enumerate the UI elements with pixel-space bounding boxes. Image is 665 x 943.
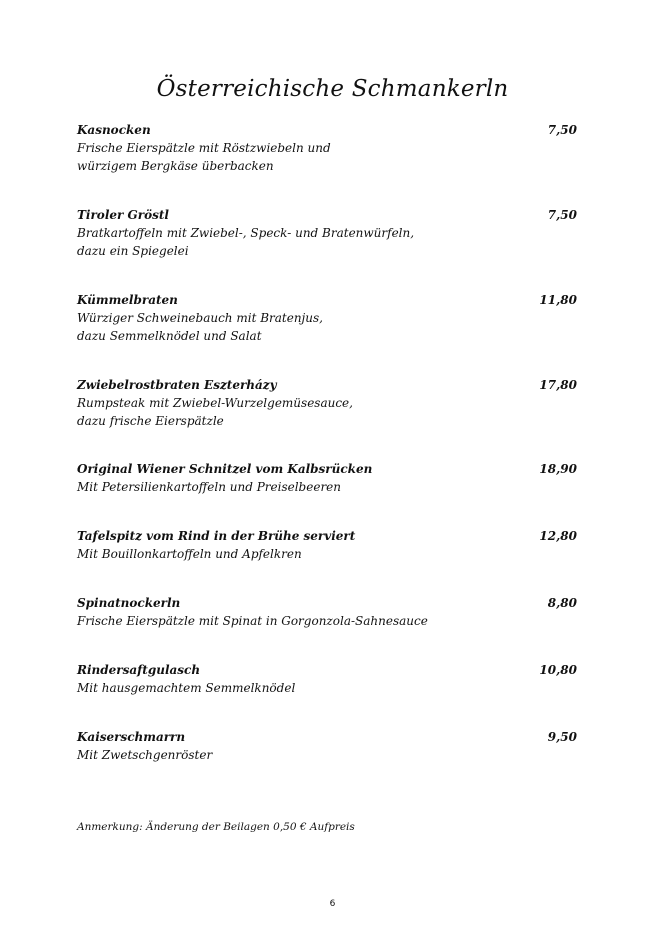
item-name: Tafelspitz vom Rind in der Brühe serviert <box>77 529 356 543</box>
page-title: Österreichische Schmankerln <box>156 76 509 102</box>
item-price: 7,50 <box>547 123 577 137</box>
item-description-line: Mit hausgemachtem Semmelknödel <box>77 681 296 695</box>
item-description-line: dazu ein Spiegelei <box>77 244 189 258</box>
item-name: Kümmelbraten <box>77 293 178 307</box>
menu-item-rindersaftgulasch <box>77 661 577 697</box>
menu-item-tiroler-groestl <box>77 206 577 260</box>
menu-item-kuemmelbraten <box>77 291 577 345</box>
item-price: 11,80 <box>539 293 577 307</box>
menu-item-kaiserschmarrn <box>77 728 577 764</box>
item-price: 9,50 <box>547 730 577 744</box>
item-description-line: Rumpsteak mit Zwiebel-Wurzelgemüsesauce, <box>77 396 353 410</box>
side-dish-note: Anmerkung: Änderung der Beilagen 0,50 € Aufpreis <box>77 821 355 833</box>
item-description-line: Bratkartoffeln mit Zwiebel-, Speck- und Bratenwürfeln, <box>77 226 415 240</box>
item-name: Rindersaftgulasch <box>77 663 201 677</box>
page-number: 6 <box>329 899 336 909</box>
item-description-line: Mit Petersilienkartoffeln und Preiselbeeren <box>77 480 342 494</box>
item-price: 8,80 <box>547 596 577 610</box>
item-description-line: dazu Semmelknödel und Salat <box>77 329 262 343</box>
item-name: Spinatnockerln <box>77 596 181 610</box>
item-name: Zwiebelrostbraten Eszterházy <box>77 378 277 392</box>
item-description-line: Mit Zwetschgenröster <box>77 748 213 762</box>
item-description-line: Würziger Schweinebauch mit Bratenjus, <box>77 311 323 325</box>
item-price: 17,80 <box>539 378 577 392</box>
item-price: 10,80 <box>539 663 577 677</box>
item-price: 7,50 <box>547 208 577 222</box>
item-name: Kaiserschmarrn <box>77 730 186 744</box>
item-description-line: Frische Eierspätzle mit Röstzwiebeln und <box>77 141 331 155</box>
item-description-line: dazu frische Eierspätzle <box>77 414 224 428</box>
item-price: 12,80 <box>539 529 577 543</box>
item-description-line: Frische Eierspätzle mit Spinat in Gorgonzola-Sahnesauce <box>77 614 428 628</box>
item-description-line: Mit Bouillonkartoffeln und Apfelkren <box>77 547 302 561</box>
menu-item-spinatnockerln <box>77 594 577 630</box>
item-description-line: würzigem Bergkäse überbacken <box>77 159 274 173</box>
menu-item-tafelspitz <box>77 527 577 563</box>
item-name: Kasnocken <box>77 123 151 137</box>
menu-item-wiener-schnitzel <box>77 460 577 496</box>
item-price: 18,90 <box>539 462 577 476</box>
menu-item-kasnocken <box>77 121 577 175</box>
menu-item-zwiebelrostbraten <box>77 376 577 430</box>
item-name: Original Wiener Schnitzel vom Kalbsrücken <box>77 462 373 476</box>
item-name: Tiroler Gröstl <box>77 208 169 222</box>
